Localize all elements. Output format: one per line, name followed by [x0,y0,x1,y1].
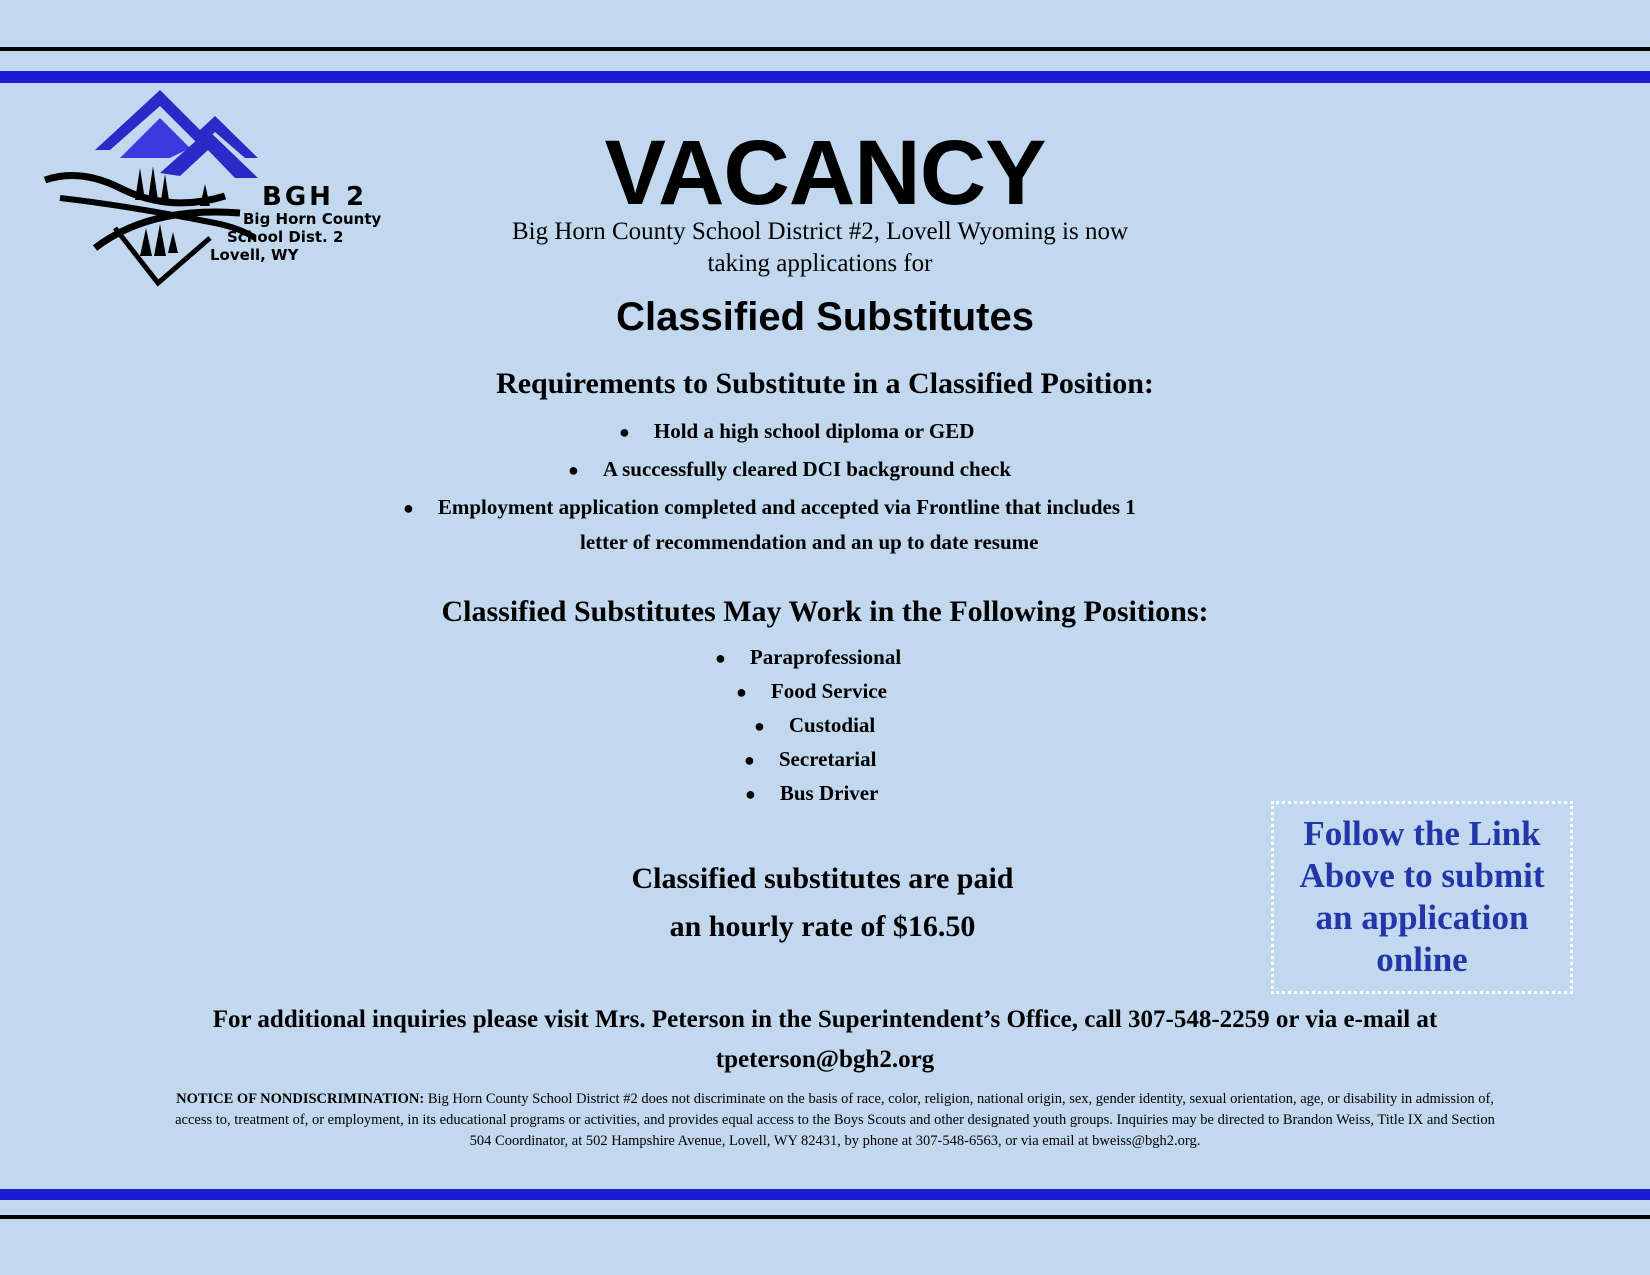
position-item: ● Paraprofessional [715,645,902,669]
mountain-logo-icon [40,88,440,298]
link-box-line-2: Above to submit [1299,856,1545,895]
pay-line-1: Classified substitutes are paid [631,862,1014,895]
bullet-icon: ● [744,750,755,770]
position-item: ● Custodial [754,713,876,737]
application-link-box[interactable] [1271,801,1573,994]
intro-text [460,216,1180,280]
position-item: ● Secretarial [744,747,877,771]
nondiscrimination-notice [72,1089,1598,1152]
top-border-blue [0,71,1650,83]
position-item: ● Food Service [736,679,887,703]
bullet-icon: ● [715,648,726,668]
requirement-item-continuation: letter of recommendation and an up to date resume [580,530,1039,554]
logo-line-3: Lovell, WY [210,246,299,264]
logo-line-1: Big Horn County [243,210,382,228]
position-item: ● Bus Driver [745,781,879,805]
bullet-icon: ● [403,498,414,518]
district-logo [40,88,440,298]
inquiry-info [100,1000,1550,1080]
requirement-item: ● Hold a high school diploma or GED [619,419,975,443]
bullet-icon: ● [736,682,747,702]
pay-line-2: an hourly rate of $16.50 [669,910,976,943]
bullet-icon: ● [745,784,756,804]
notice-text-3: 504 Coordinator, at 502 Hampshire Avenue, Lovell, WY 82431, by phone at 307-548-6563, or via email at bweiss@bgh2.org. [469,1133,1201,1149]
intro-line-2: taking applications for [707,250,933,277]
logo-line-2: School Dist. 2 [227,228,344,246]
requirement-item: ● Employment application completed and accepted via Frontline that includes 1 [403,495,1136,519]
pay-info [560,855,1085,951]
link-box-line-3: an application [1315,898,1529,937]
logo-name: BGH 2 [262,182,368,212]
inquiry-line: For additional inquiries please visit Mrs. Peterson in the Superintendent’s Office, call 307-548-2259 or via e-mail at [212,1006,1438,1033]
bottom-border-blue [0,1189,1650,1200]
link-box-line-1: Follow the Link [1303,814,1541,853]
notice-label: NOTICE OF NONDISCRIMINATION: [176,1091,425,1107]
positions-heading: Classified Substitutes May Work in the Following Positions: [441,595,1209,628]
link-box-line-4: online [1376,940,1468,979]
notice-text-1: Big Horn County School District #2 does not discriminate on the basis of race, color, religion, national origin, sex, gender identity, sexual orientation, age, or disability in admission of, [424,1091,1494,1107]
notice-text-2: access to, treatment of, or employment, in its educational programs or activities, and provides equal access to the Boys Scouts and other designated youth groups. Inquiries may be directed to Brandon Weiss, Title IX and Section [175,1112,1495,1128]
top-border-black [0,47,1650,51]
bullet-icon: ● [568,460,579,480]
subtitle: Classified Substitutes [616,295,1034,339]
requirement-item: ● A successfully cleared DCI background check [568,457,1012,481]
bottom-border-black [0,1215,1650,1219]
page-title: VACANCY [604,122,1046,224]
bullet-icon: ● [754,716,765,736]
bullet-icon: ● [619,422,630,442]
contact-email-link[interactable]: tpeterson@bgh2.org [715,1046,935,1073]
requirements-heading: Requirements to Substitute in a Classified Position: [496,367,1154,400]
intro-line-1: Big Horn County School District #2, Lovell Wyoming is now [511,218,1129,245]
